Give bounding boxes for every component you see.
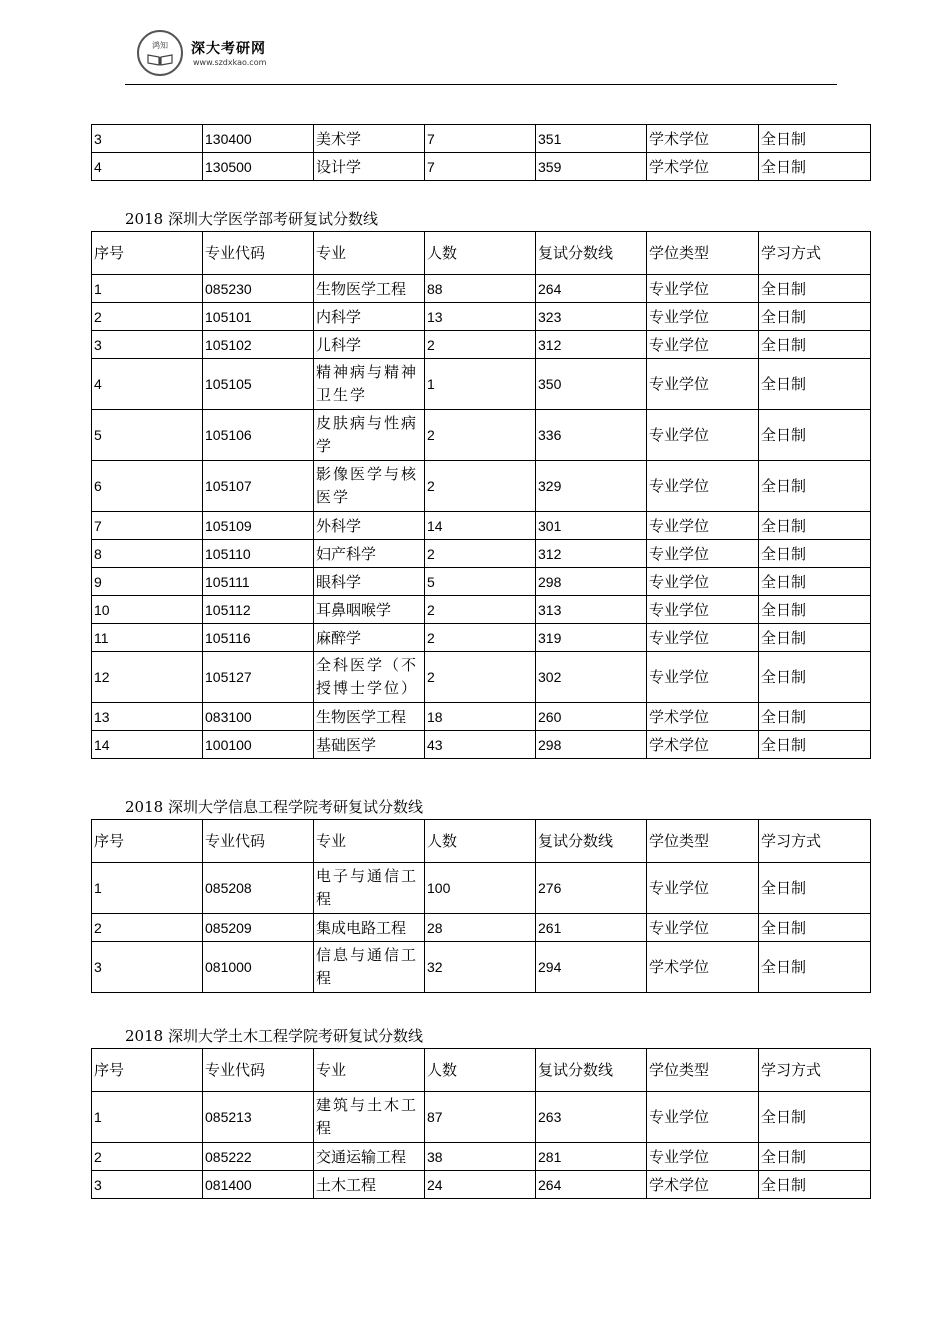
cell-major: 眼科学 <box>314 568 425 596</box>
cell-mode: 全日制 <box>759 461 871 512</box>
cell-code: 130400 <box>203 125 314 153</box>
table-row <box>92 624 871 652</box>
cell-score: 312 <box>536 540 647 568</box>
column-header: 人数 <box>425 1049 536 1092</box>
cell-degree: 专业学位 <box>647 624 759 652</box>
cell-index: 3 <box>92 1171 203 1199</box>
cell-score: 336 <box>536 410 647 461</box>
cell-mode: 全日制 <box>759 703 871 731</box>
cell-index: 6 <box>92 461 203 512</box>
medicine-caption: 2018 深圳大学医学部考研复试分数线 <box>125 210 378 228</box>
cell-count: 87 <box>425 1092 536 1143</box>
cell-degree: 专业学位 <box>647 652 759 703</box>
column-header: 学习方式 <box>759 232 871 275</box>
table-row <box>92 863 871 914</box>
cell-major: 麻醉学 <box>314 624 425 652</box>
cell-mode: 全日制 <box>759 359 871 410</box>
table-row <box>92 731 871 759</box>
table-row <box>92 359 871 410</box>
column-header: 专业代码 <box>203 232 314 275</box>
cell-index: 1 <box>92 863 203 914</box>
cell-major: 内科学 <box>314 303 425 331</box>
cell-mode: 全日制 <box>759 1171 871 1199</box>
cell-degree: 专业学位 <box>647 596 759 624</box>
cell-count: 24 <box>425 1171 536 1199</box>
table-top-continuation <box>91 124 871 181</box>
table-row <box>92 540 871 568</box>
cell-score: 302 <box>536 652 647 703</box>
cell-code: 105106 <box>203 410 314 461</box>
cell-degree: 学术学位 <box>647 731 759 759</box>
cell-score: 301 <box>536 512 647 540</box>
cell-index: 14 <box>92 731 203 759</box>
cell-major: 影像医学与核医学 <box>314 461 425 512</box>
cell-major: 全科医学（不授博士学位） <box>314 652 425 703</box>
cell-code: 085213 <box>203 1092 314 1143</box>
cell-degree: 学术学位 <box>647 1171 759 1199</box>
column-header: 专业 <box>314 232 425 275</box>
cell-degree: 专业学位 <box>647 914 759 942</box>
cell-count: 5 <box>425 568 536 596</box>
cell-mode: 全日制 <box>759 1143 871 1171</box>
cell-mode: 全日制 <box>759 125 871 153</box>
column-header: 人数 <box>425 820 536 863</box>
cell-count: 28 <box>425 914 536 942</box>
table-header-row <box>92 820 871 863</box>
cell-degree: 专业学位 <box>647 275 759 303</box>
cell-count: 2 <box>425 540 536 568</box>
cell-code: 105101 <box>203 303 314 331</box>
cell-code: 081000 <box>203 942 314 993</box>
column-header: 复试分数线 <box>536 820 647 863</box>
cell-major: 皮肤病与性病学 <box>314 410 425 461</box>
cell-count: 100 <box>425 863 536 914</box>
cell-degree: 学术学位 <box>647 125 759 153</box>
cell-degree: 专业学位 <box>647 1143 759 1171</box>
column-header: 序号 <box>92 1049 203 1092</box>
cell-major: 妇产科学 <box>314 540 425 568</box>
table-row <box>92 942 871 993</box>
cell-code: 083100 <box>203 703 314 731</box>
cell-major: 外科学 <box>314 512 425 540</box>
cell-major: 信息与通信工程 <box>314 942 425 993</box>
cell-major: 耳鼻咽喉学 <box>314 596 425 624</box>
cell-major: 电子与通信工程 <box>314 863 425 914</box>
cell-score: 276 <box>536 863 647 914</box>
cell-code: 105116 <box>203 624 314 652</box>
table-row <box>92 1143 871 1171</box>
cell-mode: 全日制 <box>759 914 871 942</box>
cell-score: 263 <box>536 1092 647 1143</box>
cell-mode: 全日制 <box>759 624 871 652</box>
cell-code: 105102 <box>203 331 314 359</box>
cell-mode: 全日制 <box>759 540 871 568</box>
cell-mode: 全日制 <box>759 303 871 331</box>
page-header <box>125 28 837 85</box>
table-row <box>92 1092 871 1143</box>
cell-mode: 全日制 <box>759 596 871 624</box>
cell-major: 交通运输工程 <box>314 1143 425 1171</box>
table-row <box>92 153 871 181</box>
cell-mode: 全日制 <box>759 568 871 596</box>
cell-index: 8 <box>92 540 203 568</box>
cell-count: 18 <box>425 703 536 731</box>
cell-degree: 专业学位 <box>647 568 759 596</box>
cell-score: 261 <box>536 914 647 942</box>
column-header: 复试分数线 <box>536 232 647 275</box>
cell-index: 2 <box>92 303 203 331</box>
cell-degree: 学术学位 <box>647 703 759 731</box>
cell-major: 建筑与土木工程 <box>314 1092 425 1143</box>
table-row <box>92 461 871 512</box>
column-header: 学位类型 <box>647 1049 759 1092</box>
cell-count: 2 <box>425 624 536 652</box>
cell-major: 生物医学工程 <box>314 703 425 731</box>
cell-score: 359 <box>536 153 647 181</box>
column-header: 专业代码 <box>203 1049 314 1092</box>
cell-degree: 专业学位 <box>647 461 759 512</box>
cell-score: 312 <box>536 331 647 359</box>
cell-index: 7 <box>92 512 203 540</box>
column-header: 专业 <box>314 820 425 863</box>
cell-count: 7 <box>425 153 536 181</box>
cell-mode: 全日制 <box>759 512 871 540</box>
cell-count: 2 <box>425 331 536 359</box>
cell-mode: 全日制 <box>759 942 871 993</box>
cell-degree: 专业学位 <box>647 410 759 461</box>
table-row <box>92 703 871 731</box>
cell-major: 美术学 <box>314 125 425 153</box>
column-header: 人数 <box>425 232 536 275</box>
cell-major: 设计学 <box>314 153 425 181</box>
cell-score: 298 <box>536 731 647 759</box>
cell-major: 精神病与精神卫生学 <box>314 359 425 410</box>
civil-eng-table <box>91 1048 871 1199</box>
cell-code: 130500 <box>203 153 314 181</box>
cell-score: 313 <box>536 596 647 624</box>
column-header: 复试分数线 <box>536 1049 647 1092</box>
cell-code: 105111 <box>203 568 314 596</box>
cell-degree: 专业学位 <box>647 512 759 540</box>
cell-code: 105107 <box>203 461 314 512</box>
cell-count: 43 <box>425 731 536 759</box>
cell-score: 350 <box>536 359 647 410</box>
brand-url: www.szdxkao.com <box>193 58 267 67</box>
column-header: 学习方式 <box>759 1049 871 1092</box>
cell-degree: 专业学位 <box>647 303 759 331</box>
cell-index: 3 <box>92 942 203 993</box>
cell-code: 100100 <box>203 731 314 759</box>
cell-score: 264 <box>536 275 647 303</box>
logo <box>137 30 183 76</box>
logo-seal-text: 鸿知 <box>152 41 168 50</box>
cell-count: 32 <box>425 942 536 993</box>
cell-score: 298 <box>536 568 647 596</box>
table-row <box>92 125 871 153</box>
cell-degree: 专业学位 <box>647 1092 759 1143</box>
cell-degree: 专业学位 <box>647 540 759 568</box>
cell-code: 105109 <box>203 512 314 540</box>
cell-score: 319 <box>536 624 647 652</box>
table-row <box>92 652 871 703</box>
cell-major: 儿科学 <box>314 331 425 359</box>
cell-index: 1 <box>92 1092 203 1143</box>
cell-code: 105110 <box>203 540 314 568</box>
cell-count: 88 <box>425 275 536 303</box>
column-header: 序号 <box>92 232 203 275</box>
column-header: 专业代码 <box>203 820 314 863</box>
cell-code: 085208 <box>203 863 314 914</box>
cell-degree: 专业学位 <box>647 359 759 410</box>
cell-count: 1 <box>425 359 536 410</box>
table-row <box>92 410 871 461</box>
cell-score: 281 <box>536 1143 647 1171</box>
cell-score: 260 <box>536 703 647 731</box>
brand-name: 深大考研网 <box>191 41 266 57</box>
cell-index: 12 <box>92 652 203 703</box>
cell-index: 13 <box>92 703 203 731</box>
cell-index: 11 <box>92 624 203 652</box>
cell-count: 13 <box>425 303 536 331</box>
cell-count: 14 <box>425 512 536 540</box>
table-header-row <box>92 1049 871 1092</box>
cell-count: 2 <box>425 652 536 703</box>
table-row <box>92 512 871 540</box>
cell-count: 2 <box>425 410 536 461</box>
cell-index: 1 <box>92 275 203 303</box>
cell-index: 10 <box>92 596 203 624</box>
cell-index: 2 <box>92 1143 203 1171</box>
cell-count: 38 <box>425 1143 536 1171</box>
table-row <box>92 275 871 303</box>
table-header-row <box>92 232 871 275</box>
cell-code: 085222 <box>203 1143 314 1171</box>
cell-index: 5 <box>92 410 203 461</box>
info-eng-caption: 2018 深圳大学信息工程学院考研复试分数线 <box>125 798 423 816</box>
cell-major: 集成电路工程 <box>314 914 425 942</box>
cell-degree: 学术学位 <box>647 942 759 993</box>
book-icon <box>147 52 173 66</box>
table-row <box>92 568 871 596</box>
column-header: 序号 <box>92 820 203 863</box>
cell-index: 9 <box>92 568 203 596</box>
cell-mode: 全日制 <box>759 275 871 303</box>
cell-mode: 全日制 <box>759 153 871 181</box>
cell-degree: 学术学位 <box>647 153 759 181</box>
cell-code: 105112 <box>203 596 314 624</box>
table-row <box>92 331 871 359</box>
cell-mode: 全日制 <box>759 410 871 461</box>
cell-mode: 全日制 <box>759 652 871 703</box>
cell-count: 2 <box>425 596 536 624</box>
cell-score: 351 <box>536 125 647 153</box>
cell-code: 081400 <box>203 1171 314 1199</box>
cell-score: 294 <box>536 942 647 993</box>
cell-code: 105127 <box>203 652 314 703</box>
cell-degree: 专业学位 <box>647 863 759 914</box>
cell-index: 2 <box>92 914 203 942</box>
column-header: 学位类型 <box>647 232 759 275</box>
cell-mode: 全日制 <box>759 1092 871 1143</box>
column-header: 专业 <box>314 1049 425 1092</box>
info-eng-table <box>91 819 871 993</box>
table-row <box>92 1171 871 1199</box>
cell-code: 085230 <box>203 275 314 303</box>
cell-score: 323 <box>536 303 647 331</box>
cell-mode: 全日制 <box>759 731 871 759</box>
cell-code: 105105 <box>203 359 314 410</box>
cell-score: 329 <box>536 461 647 512</box>
table-row <box>92 914 871 942</box>
cell-mode: 全日制 <box>759 863 871 914</box>
column-header: 学位类型 <box>647 820 759 863</box>
cell-index: 3 <box>92 125 203 153</box>
cell-count: 7 <box>425 125 536 153</box>
cell-mode: 全日制 <box>759 331 871 359</box>
civil-eng-caption: 2018 深圳大学土木工程学院考研复试分数线 <box>125 1027 423 1045</box>
cell-index: 3 <box>92 331 203 359</box>
cell-degree: 专业学位 <box>647 331 759 359</box>
column-header: 学习方式 <box>759 820 871 863</box>
cell-major: 生物医学工程 <box>314 275 425 303</box>
cell-major: 土木工程 <box>314 1171 425 1199</box>
cell-major: 基础医学 <box>314 731 425 759</box>
table-row <box>92 303 871 331</box>
cell-index: 4 <box>92 359 203 410</box>
cell-score: 264 <box>536 1171 647 1199</box>
medicine-table <box>91 231 871 759</box>
table-row <box>92 596 871 624</box>
cell-index: 4 <box>92 153 203 181</box>
cell-count: 2 <box>425 461 536 512</box>
cell-code: 085209 <box>203 914 314 942</box>
